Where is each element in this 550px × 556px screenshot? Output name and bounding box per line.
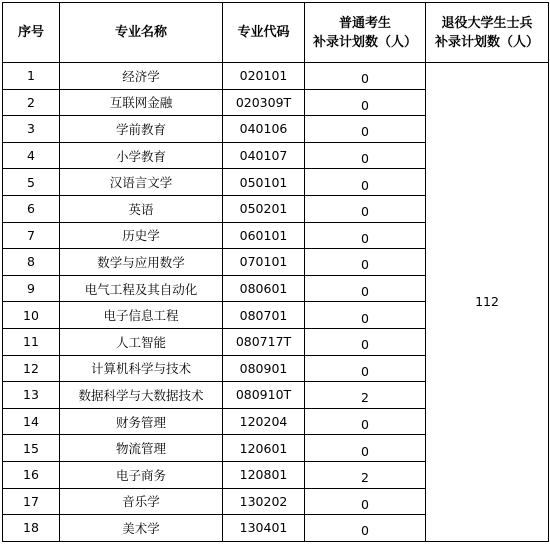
row-regular-plan-cell bbox=[305, 63, 426, 90]
row-regular-plan-cell bbox=[305, 355, 426, 382]
row-index-cell: 12 bbox=[3, 355, 60, 382]
row-major-name-cell: 学前教育 bbox=[60, 116, 223, 143]
row-index-cell: 18 bbox=[3, 515, 60, 542]
row-regular-plan-value: 0 bbox=[361, 363, 369, 379]
table-row bbox=[3, 63, 549, 90]
row-regular-plan-value: 0 bbox=[361, 177, 369, 193]
header-veteran-line1: 退役大学生士兵 bbox=[441, 15, 533, 31]
header-veteran-line2: 补录计划数（人） bbox=[434, 34, 539, 50]
row-regular-plan-value: 2 bbox=[361, 390, 369, 406]
row-index-cell: 10 bbox=[3, 302, 60, 329]
row-major-name-cell: 电子商务 bbox=[60, 461, 223, 488]
row-index-cell: 5 bbox=[3, 169, 60, 196]
row-major-code-cell: 070101 bbox=[223, 249, 305, 276]
header-major-code: 专业代码 bbox=[223, 3, 305, 63]
header-regular-plan bbox=[305, 3, 426, 63]
row-major-name-cell: 小学教育 bbox=[60, 142, 223, 169]
row-major-code-cell: 130202 bbox=[223, 488, 305, 515]
row-regular-plan-cell bbox=[305, 249, 426, 276]
row-major-name-cell: 互联网金融 bbox=[60, 89, 223, 116]
row-major-name-cell: 电气工程及其自动化 bbox=[60, 275, 223, 302]
row-regular-plan-cell bbox=[305, 275, 426, 302]
row-major-code-cell: 060101 bbox=[223, 222, 305, 249]
row-major-name-cell: 美术学 bbox=[60, 515, 223, 542]
row-major-code-cell: 120801 bbox=[223, 461, 305, 488]
row-major-name-cell: 计算机科学与技术 bbox=[60, 355, 223, 382]
row-regular-plan-cell bbox=[305, 222, 426, 249]
row-index-cell: 7 bbox=[3, 222, 60, 249]
row-index-cell: 2 bbox=[3, 89, 60, 116]
header-veteran-plan bbox=[426, 3, 549, 63]
row-major-code-cell: 080910T bbox=[223, 382, 305, 409]
header-index: 序号 bbox=[3, 3, 60, 63]
row-regular-plan-cell bbox=[305, 408, 426, 435]
row-regular-plan-value: 0 bbox=[361, 151, 369, 167]
row-index-cell: 6 bbox=[3, 195, 60, 222]
row-regular-plan-cell bbox=[305, 116, 426, 143]
row-major-name-cell: 财务管理 bbox=[60, 408, 223, 435]
row-regular-plan-value: 0 bbox=[361, 204, 369, 220]
header-regular-line2: 补录计划数（人） bbox=[312, 34, 417, 50]
header-row bbox=[3, 3, 549, 63]
row-regular-plan-value: 0 bbox=[361, 310, 369, 326]
row-regular-plan-value: 0 bbox=[361, 523, 369, 539]
row-major-name-cell: 英语 bbox=[60, 195, 223, 222]
row-major-code-cell: 120204 bbox=[223, 408, 305, 435]
row-regular-plan-value: 0 bbox=[361, 417, 369, 433]
row-index-cell: 9 bbox=[3, 275, 60, 302]
row-regular-plan-cell bbox=[305, 515, 426, 542]
header-regular-line1: 普通考生 bbox=[338, 15, 391, 31]
row-major-code-cell: 080701 bbox=[223, 302, 305, 329]
row-regular-plan-value: 0 bbox=[361, 337, 369, 353]
row-regular-plan-cell bbox=[305, 328, 426, 355]
row-regular-plan-cell bbox=[305, 461, 426, 488]
row-index-cell: 8 bbox=[3, 249, 60, 276]
row-regular-plan-value: 0 bbox=[361, 230, 369, 246]
row-regular-plan-cell bbox=[305, 435, 426, 462]
row-regular-plan-cell bbox=[305, 169, 426, 196]
row-major-code-cell: 120601 bbox=[223, 435, 305, 462]
row-major-code-cell: 130401 bbox=[223, 515, 305, 542]
row-index-cell: 17 bbox=[3, 488, 60, 515]
row-regular-plan-value: 0 bbox=[361, 97, 369, 113]
row-index-cell: 11 bbox=[3, 328, 60, 355]
row-regular-plan-cell bbox=[305, 488, 426, 515]
row-index-cell: 1 bbox=[3, 63, 60, 90]
veteran-plan-total-cell: 112 bbox=[426, 63, 549, 542]
row-major-name-cell: 历史学 bbox=[60, 222, 223, 249]
row-major-code-cell: 050101 bbox=[223, 169, 305, 196]
row-index-cell: 14 bbox=[3, 408, 60, 435]
row-major-name-cell: 数学与应用数学 bbox=[60, 249, 223, 276]
row-major-name-cell: 经济学 bbox=[60, 63, 223, 90]
row-major-code-cell: 020101 bbox=[223, 63, 305, 90]
row-regular-plan-value: 0 bbox=[361, 496, 369, 512]
row-major-name-cell: 音乐学 bbox=[60, 488, 223, 515]
row-major-name-cell: 数据科学与大数据技术 bbox=[60, 382, 223, 409]
row-major-name-cell: 汉语言文学 bbox=[60, 169, 223, 196]
row-regular-plan-value: 0 bbox=[361, 284, 369, 300]
row-regular-plan-value: 0 bbox=[361, 257, 369, 273]
row-major-code-cell: 080717T bbox=[223, 328, 305, 355]
row-major-name-cell: 物流管理 bbox=[60, 435, 223, 462]
row-major-code-cell: 050201 bbox=[223, 195, 305, 222]
table-body bbox=[3, 63, 549, 542]
row-index-cell: 16 bbox=[3, 461, 60, 488]
row-major-name-cell: 人工智能 bbox=[60, 328, 223, 355]
row-major-code-cell: 020309T bbox=[223, 89, 305, 116]
row-index-cell: 15 bbox=[3, 435, 60, 462]
row-major-code-cell: 040107 bbox=[223, 142, 305, 169]
row-regular-plan-cell bbox=[305, 195, 426, 222]
row-major-code-cell: 080901 bbox=[223, 355, 305, 382]
row-regular-plan-value: 0 bbox=[361, 71, 369, 87]
row-regular-plan-value: 0 bbox=[361, 124, 369, 140]
row-regular-plan-value: 2 bbox=[361, 470, 369, 486]
row-regular-plan-cell bbox=[305, 142, 426, 169]
row-index-cell: 4 bbox=[3, 142, 60, 169]
row-major-name-cell: 电子信息工程 bbox=[60, 302, 223, 329]
enrollment-plan-table bbox=[2, 2, 549, 542]
row-regular-plan-cell bbox=[305, 302, 426, 329]
row-regular-plan-cell bbox=[305, 382, 426, 409]
row-index-cell: 13 bbox=[3, 382, 60, 409]
row-regular-plan-cell bbox=[305, 89, 426, 116]
header-major-name: 专业名称 bbox=[60, 3, 223, 63]
table-header bbox=[3, 3, 549, 63]
row-index-cell: 3 bbox=[3, 116, 60, 143]
row-major-code-cell: 040106 bbox=[223, 116, 305, 143]
row-major-code-cell: 080601 bbox=[223, 275, 305, 302]
row-regular-plan-value: 0 bbox=[361, 443, 369, 459]
